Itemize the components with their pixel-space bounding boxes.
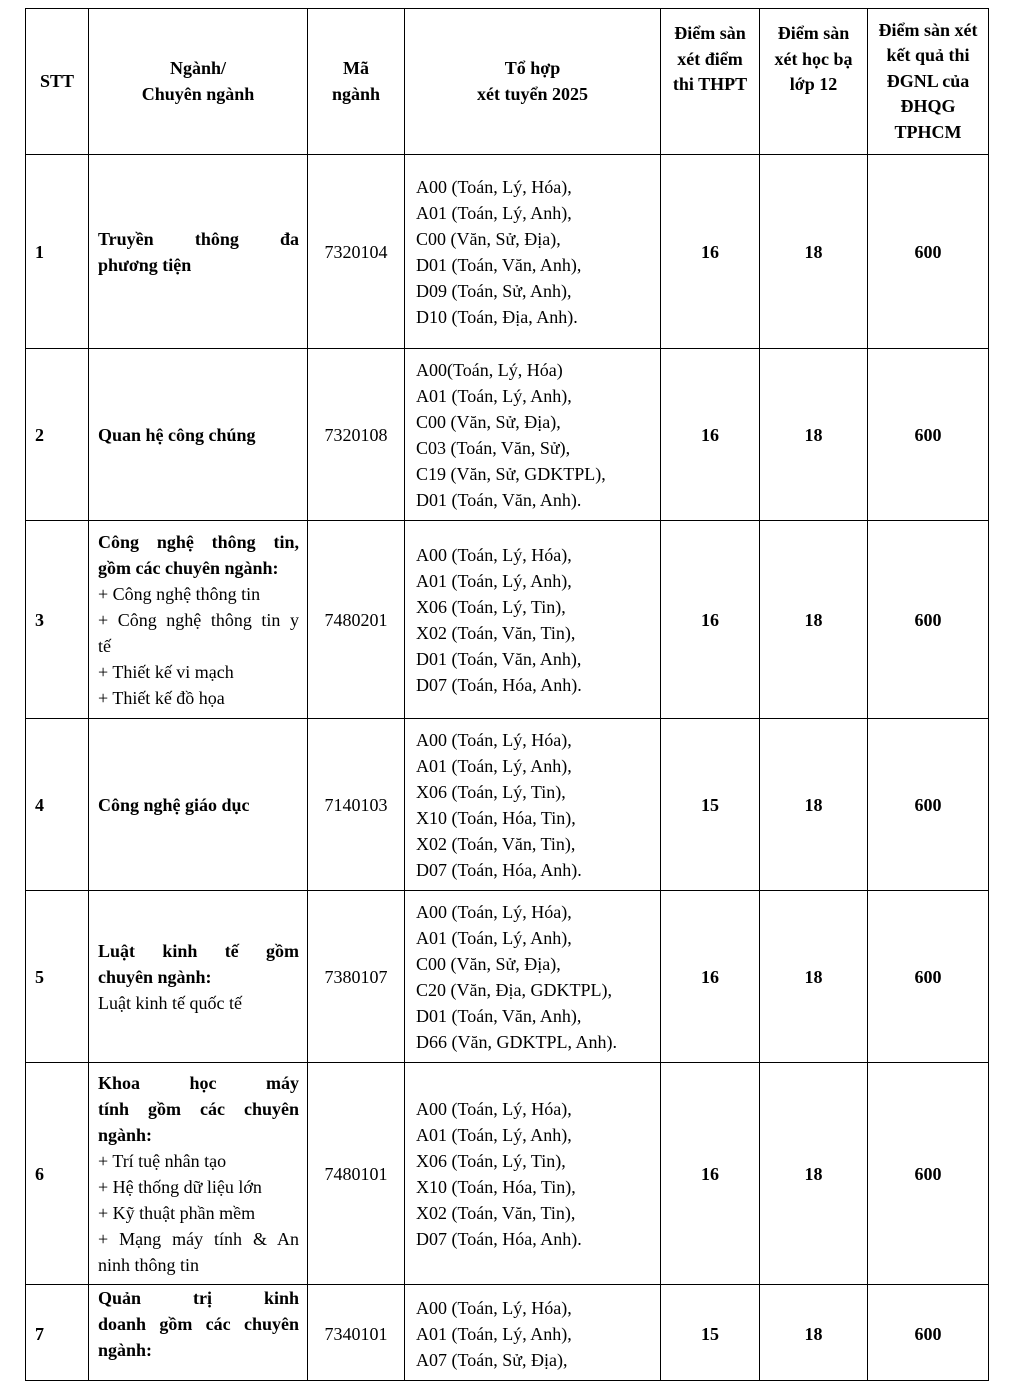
row-code: 7140103 bbox=[308, 719, 405, 891]
row-score-hocba: 18 bbox=[760, 521, 868, 719]
row-combos bbox=[405, 349, 661, 521]
row-major-name bbox=[89, 521, 308, 719]
combo-item: X06 (Toán, Lý, Tin), bbox=[416, 1150, 566, 1171]
row-score-thpt: 16 bbox=[661, 1063, 760, 1285]
combo-item: A01 (Toán, Lý, Anh), bbox=[416, 570, 572, 591]
row-major-name bbox=[89, 1285, 308, 1381]
table-row bbox=[26, 891, 989, 1063]
row-score-dgnl: 600 bbox=[868, 891, 989, 1063]
row-major-name bbox=[89, 891, 308, 1063]
combo-item: A00 (Toán, Lý, Hóa), bbox=[416, 1298, 572, 1318]
combo-item: D09 (Toán, Sử, Anh), bbox=[416, 280, 572, 301]
row-code: 7480101 bbox=[308, 1063, 405, 1285]
row-combos bbox=[405, 521, 661, 719]
combo-item: C00 (Văn, Sử, Địa), bbox=[416, 228, 561, 249]
combo-item: X02 (Toán, Văn, Tin), bbox=[416, 622, 576, 643]
row-combos bbox=[405, 891, 661, 1063]
major-line: Quản trị kinh bbox=[98, 1288, 299, 1308]
row-score-dgnl: 600 bbox=[868, 521, 989, 719]
row-combos bbox=[405, 1285, 661, 1381]
major-line: Luật kinh tế gồm bbox=[98, 940, 299, 961]
major-line: doanh gồm các chuyên bbox=[98, 1314, 299, 1334]
row-score-thpt: 16 bbox=[661, 349, 760, 521]
combo-item: D01 (Toán, Văn, Anh), bbox=[416, 254, 582, 275]
combo-item: X10 (Toán, Hóa, Tin), bbox=[416, 1176, 576, 1197]
row-score-thpt: 15 bbox=[661, 1285, 760, 1381]
row-score-thpt: 15 bbox=[661, 719, 760, 891]
combo-item: A01 (Toán, Lý, Anh), bbox=[416, 927, 572, 948]
row-stt: 3 bbox=[26, 521, 89, 719]
row-score-dgnl: 600 bbox=[868, 1063, 989, 1285]
major-line: gồm các chuyên ngành: bbox=[98, 557, 279, 578]
major-line: Truyền thông đa bbox=[98, 228, 299, 249]
row-score-dgnl: 600 bbox=[868, 155, 989, 349]
major-line: + Hệ thống dữ liệu lớn bbox=[98, 1176, 262, 1197]
major-line: + Thiết kế vi mạch bbox=[98, 661, 234, 682]
major-line: ngành: bbox=[98, 1340, 153, 1360]
row-score-thpt: 16 bbox=[661, 891, 760, 1063]
row-combos bbox=[405, 1063, 661, 1285]
row-stt: 2 bbox=[26, 349, 89, 521]
header-code: Mã ngành bbox=[308, 9, 405, 155]
major-line: Khoa học máy bbox=[98, 1072, 299, 1093]
table-row bbox=[26, 1063, 989, 1285]
header-row bbox=[26, 9, 989, 155]
row-code: 7380107 bbox=[308, 891, 405, 1063]
combo-item: D01 (Toán, Văn, Anh). bbox=[416, 489, 582, 510]
combo-item: C03 (Toán, Văn, Sử), bbox=[416, 437, 571, 458]
combo-item: A01 (Toán, Lý, Anh), bbox=[416, 202, 572, 223]
combo-item: C00 (Văn, Sử, Địa), bbox=[416, 953, 561, 974]
combo-item: D10 (Toán, Địa, Anh). bbox=[416, 306, 578, 327]
row-major-name bbox=[89, 719, 308, 891]
table-row bbox=[26, 155, 989, 349]
combo-item: X02 (Toán, Văn, Tin), bbox=[416, 1202, 576, 1223]
major-line: ngành: bbox=[98, 1124, 153, 1145]
row-code: 7320104 bbox=[308, 155, 405, 349]
combo-item: X06 (Toán, Lý, Tin), bbox=[416, 781, 566, 802]
combo-item: A01 (Toán, Lý, Anh), bbox=[416, 1324, 572, 1344]
combo-item: D07 (Toán, Hóa, Anh). bbox=[416, 859, 582, 880]
row-score-hocba: 18 bbox=[760, 1063, 868, 1285]
row-combos bbox=[405, 719, 661, 891]
major-line: + Công nghệ thông tin bbox=[98, 583, 261, 604]
major-line: phương tiện bbox=[98, 254, 192, 275]
table-row bbox=[26, 1285, 989, 1381]
row-score-thpt: 16 bbox=[661, 155, 760, 349]
row-stt: 5 bbox=[26, 891, 89, 1063]
major-line: tính gồm các chuyên bbox=[98, 1098, 299, 1119]
row-score-hocba: 18 bbox=[760, 719, 868, 891]
row-score-hocba: 18 bbox=[760, 155, 868, 349]
header-combos: Tổ hợp xét tuyển 2025 bbox=[405, 9, 661, 155]
row-code: 7340101 bbox=[308, 1285, 405, 1381]
combo-item: X06 (Toán, Lý, Tin), bbox=[416, 596, 566, 617]
combo-item: D66 (Văn, GDKTPL, Anh). bbox=[416, 1031, 617, 1052]
major-line: + Mạng máy tính & An bbox=[98, 1228, 299, 1249]
row-stt: 6 bbox=[26, 1063, 89, 1285]
combo-item: A00 (Toán, Lý, Hóa), bbox=[416, 176, 572, 197]
combo-item: D01 (Toán, Văn, Anh), bbox=[416, 648, 582, 669]
major-line: + Kỹ thuật phần mềm bbox=[98, 1202, 256, 1223]
row-score-hocba: 18 bbox=[760, 891, 868, 1063]
combo-item: D01 (Toán, Văn, Anh), bbox=[416, 1005, 582, 1026]
combo-item: A00(Toán, Lý, Hóa) bbox=[416, 359, 563, 380]
row-score-dgnl: 600 bbox=[868, 349, 989, 521]
row-code: 7320108 bbox=[308, 349, 405, 521]
header-thpt: Điểm sàn xét điểm thi THPT bbox=[661, 9, 760, 155]
major-line: tế bbox=[98, 635, 111, 656]
major-line: + Thiết kế đồ họa bbox=[98, 687, 225, 708]
header-dgnl: Điểm sàn xét kết quả thi ĐGNL của ĐHQG TPHCM bbox=[868, 9, 989, 155]
row-stt: 1 bbox=[26, 155, 89, 349]
combo-item: C20 (Văn, Địa, GDKTPL), bbox=[416, 979, 612, 1000]
combo-item: A00 (Toán, Lý, Hóa), bbox=[416, 544, 572, 565]
row-major-name bbox=[89, 1063, 308, 1285]
major-line: Công nghệ thông tin, bbox=[98, 531, 299, 552]
combo-item: X10 (Toán, Hóa, Tin), bbox=[416, 807, 576, 828]
major-line: ninh thông tin bbox=[98, 1254, 200, 1275]
admission-table bbox=[25, 8, 989, 1381]
combo-item: A01 (Toán, Lý, Anh), bbox=[416, 755, 572, 776]
combo-item: C19 (Văn, Sử, GDKTPL), bbox=[416, 463, 606, 484]
major-line: Luật kinh tế quốc tế bbox=[98, 992, 242, 1013]
combo-item: D07 (Toán, Hóa, Anh). bbox=[416, 1228, 582, 1249]
combo-item: C00 (Văn, Sử, Địa), bbox=[416, 411, 561, 432]
row-score-dgnl: 600 bbox=[868, 719, 989, 891]
combo-item: A01 (Toán, Lý, Anh), bbox=[416, 1124, 572, 1145]
row-score-dgnl: 600 bbox=[868, 1285, 989, 1381]
row-code: 7480201 bbox=[308, 521, 405, 719]
combo-item: D07 (Toán, Hóa, Anh). bbox=[416, 674, 582, 695]
combo-item: X02 (Toán, Văn, Tin), bbox=[416, 833, 576, 854]
row-combos bbox=[405, 155, 661, 349]
table-row bbox=[26, 349, 989, 521]
table-row bbox=[26, 719, 989, 891]
table-row bbox=[26, 521, 989, 719]
header-major: Ngành/ Chuyên ngành bbox=[89, 9, 308, 155]
row-stt: 7 bbox=[26, 1285, 89, 1381]
major-line: Quan hệ công chúng bbox=[98, 424, 256, 445]
combo-item: A00 (Toán, Lý, Hóa), bbox=[416, 901, 572, 922]
header-hocba: Điểm sàn xét học bạ lớp 12 bbox=[760, 9, 868, 155]
row-stt: 4 bbox=[26, 719, 89, 891]
combo-item: A01 (Toán, Lý, Anh), bbox=[416, 385, 572, 406]
row-major-name bbox=[89, 155, 308, 349]
combo-item: A00 (Toán, Lý, Hóa), bbox=[416, 1098, 572, 1119]
major-line: Công nghệ giáo dục bbox=[98, 794, 250, 815]
row-score-thpt: 16 bbox=[661, 521, 760, 719]
row-major-name bbox=[89, 349, 308, 521]
combo-item: A00 (Toán, Lý, Hóa), bbox=[416, 729, 572, 750]
combo-item: A07 (Toán, Sử, Địa), bbox=[416, 1350, 568, 1370]
major-line: chuyên ngành: bbox=[98, 966, 212, 987]
row-score-hocba: 18 bbox=[760, 1285, 868, 1381]
row-score-hocba: 18 bbox=[760, 349, 868, 521]
major-line: + Trí tuệ nhân tạo bbox=[98, 1150, 227, 1171]
major-line: + Công nghệ thông tin y bbox=[98, 609, 299, 630]
header-stt: STT bbox=[26, 9, 89, 155]
